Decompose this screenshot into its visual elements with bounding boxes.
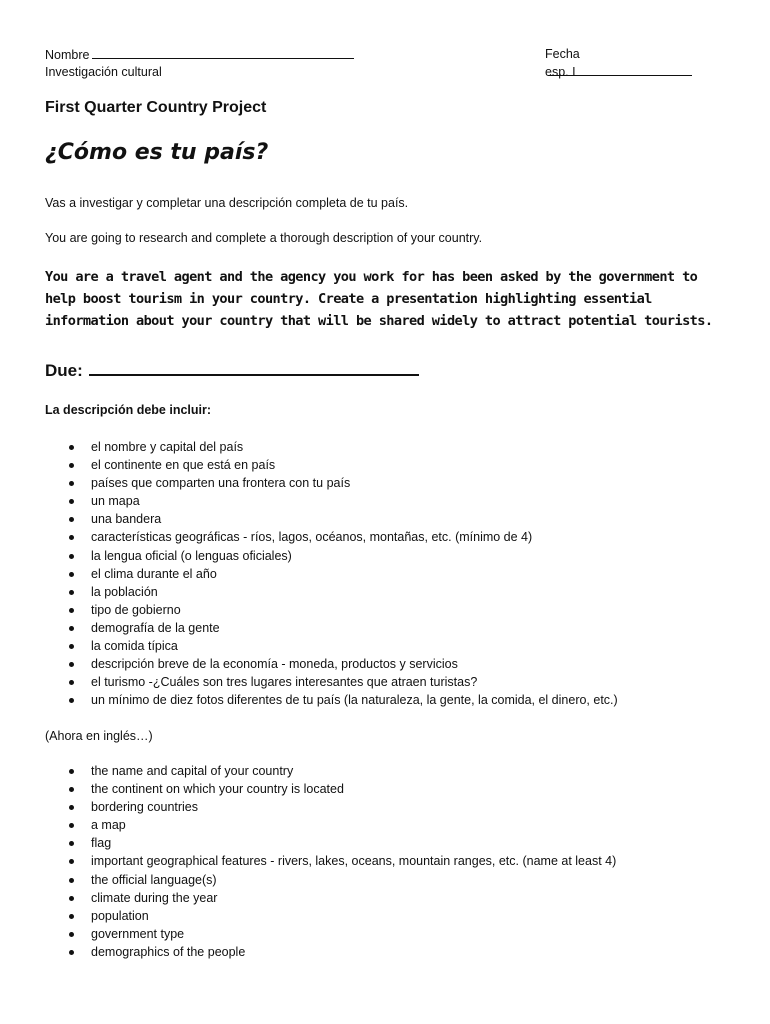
list-item-text: descripción breve de la economía - moneda, productos y servicios: [91, 657, 458, 672]
page-title: First Quarter Country Project: [45, 99, 267, 116]
bullet-icon: [69, 698, 74, 703]
list-item-text: a map: [91, 818, 126, 833]
bullet-icon: [69, 463, 74, 468]
list-item: [45, 583, 618, 601]
name-label: Nombre: [45, 48, 90, 62]
list-item-text: important geographical features - rivers, lakes, oceans, mountain ranges, etc. (name at least 4): [91, 854, 617, 869]
list-item: [45, 834, 616, 852]
list-item: [45, 780, 616, 798]
list-item-text: un mapa: [91, 494, 140, 509]
list-item: [45, 492, 618, 510]
bullet-icon: [69, 841, 74, 846]
list-en: [45, 762, 616, 961]
list-item-text: demografía de la gente: [91, 620, 220, 635]
bullet-icon: [69, 608, 74, 613]
list-item: [45, 601, 618, 619]
bullet-icon: [69, 932, 74, 937]
list-item: [45, 655, 618, 673]
bullet-icon: [69, 769, 74, 774]
list-item-text: demographics of the people: [91, 944, 246, 959]
bullet-icon: [69, 572, 74, 577]
bullet-icon: [69, 481, 74, 486]
bullet-icon: [69, 823, 74, 828]
due-label: Due:: [45, 361, 83, 380]
list-item-text: el continente en que está en país: [91, 458, 276, 473]
bullet-icon: [69, 590, 74, 595]
list-item-text: la lengua oficial (o lenguas oficiales): [91, 548, 292, 563]
list-item-text: el turismo -¿Cuáles son tres lugares interesantes que atraen turistas?: [91, 675, 478, 690]
list-item-text: population: [91, 908, 149, 923]
list-item: [45, 889, 616, 907]
list-item-text: el nombre y capital del país: [91, 440, 244, 454]
list-item: [45, 510, 618, 528]
bullet-icon: [69, 950, 74, 955]
list-item: [45, 943, 616, 961]
list-item: [45, 637, 618, 655]
intro-english: You are going to research and complete a thorough description of your country.: [45, 231, 483, 245]
list-item: [45, 907, 616, 925]
list-item-text: bordering countries: [91, 800, 199, 815]
list-item-text: the name and capital of your country: [91, 764, 294, 778]
bullet-icon: [69, 499, 74, 504]
list-item: [45, 474, 618, 492]
list-item-text: the official language(s): [91, 872, 217, 887]
list-item-text: un mínimo de diez fotos diferentes de tu país (la naturaleza, la gente, la comida, el dinero, etc.): [91, 693, 618, 708]
due-line: [45, 357, 419, 381]
scenario-paragraph: You are a travel agent and the agency you work for has been asked by the government to help boost tourism in your country. Create a presentation highlighting essential information about your country that will be shared widely to attract potential tourists.: [45, 269, 713, 329]
bullet-icon: [69, 859, 74, 864]
bullet-icon: [69, 787, 74, 792]
list-item: [45, 871, 616, 889]
bullet-icon: [69, 805, 74, 810]
bullet-icon: [69, 445, 74, 450]
list-item-text: el clima durante el año: [91, 566, 217, 581]
list-item: [45, 798, 616, 816]
list-item: [45, 852, 616, 870]
bullet-icon: [69, 662, 74, 667]
name-line: [45, 46, 354, 64]
list-item: [45, 816, 616, 834]
bullet-icon: [69, 896, 74, 901]
list-item: [45, 673, 618, 691]
list-item-text: government type: [91, 926, 185, 941]
list-item-text: climate during the year: [91, 890, 218, 905]
bullet-icon: [69, 626, 74, 631]
list-es: [45, 438, 618, 709]
bullet-icon: [69, 554, 74, 559]
list-item: [45, 762, 616, 780]
list-item: [45, 528, 618, 546]
date-label: Fecha: [545, 47, 580, 61]
list-item: [45, 456, 618, 474]
list-en-heading: (Ahora en inglés…): [45, 729, 153, 743]
list-item-text: una bandera: [91, 512, 162, 527]
list-item-text: tipo de gobierno: [91, 602, 181, 617]
list-item-text: la comida típica: [91, 639, 178, 654]
bullet-icon: [69, 878, 74, 883]
bullet-icon: [69, 914, 74, 919]
list-item: [45, 619, 618, 637]
bullet-icon: [69, 680, 74, 685]
list-item: [45, 565, 618, 583]
course-label: Investigación cultural: [45, 65, 162, 79]
list-item: [45, 547, 618, 565]
intro-spanish: Vas a investigar y completar una descripción completa de tu país.: [45, 196, 409, 210]
list-es-heading: La descripción debe incluir:: [45, 403, 212, 417]
list-item-text: the continent on which your country is located: [91, 782, 344, 797]
level-label: esp. I: [545, 65, 576, 79]
list-item-text: la población: [91, 584, 158, 599]
list-item: [45, 438, 618, 456]
name-blank: [92, 46, 354, 59]
list-item: [45, 691, 618, 709]
list-item-text: flag: [91, 836, 112, 851]
bullet-icon: [69, 644, 74, 649]
page-subtitle: ¿Cómo es tu país?: [45, 140, 269, 165]
list-item: [45, 925, 616, 943]
list-item-text: países que comparten una frontera con tu país: [91, 476, 351, 491]
due-blank: [89, 357, 419, 376]
bullet-icon: [69, 535, 74, 540]
list-item-text: características geográficas - ríos, lagos, océanos, montañas, etc. (mínimo de 4): [91, 530, 533, 545]
bullet-icon: [69, 517, 74, 522]
